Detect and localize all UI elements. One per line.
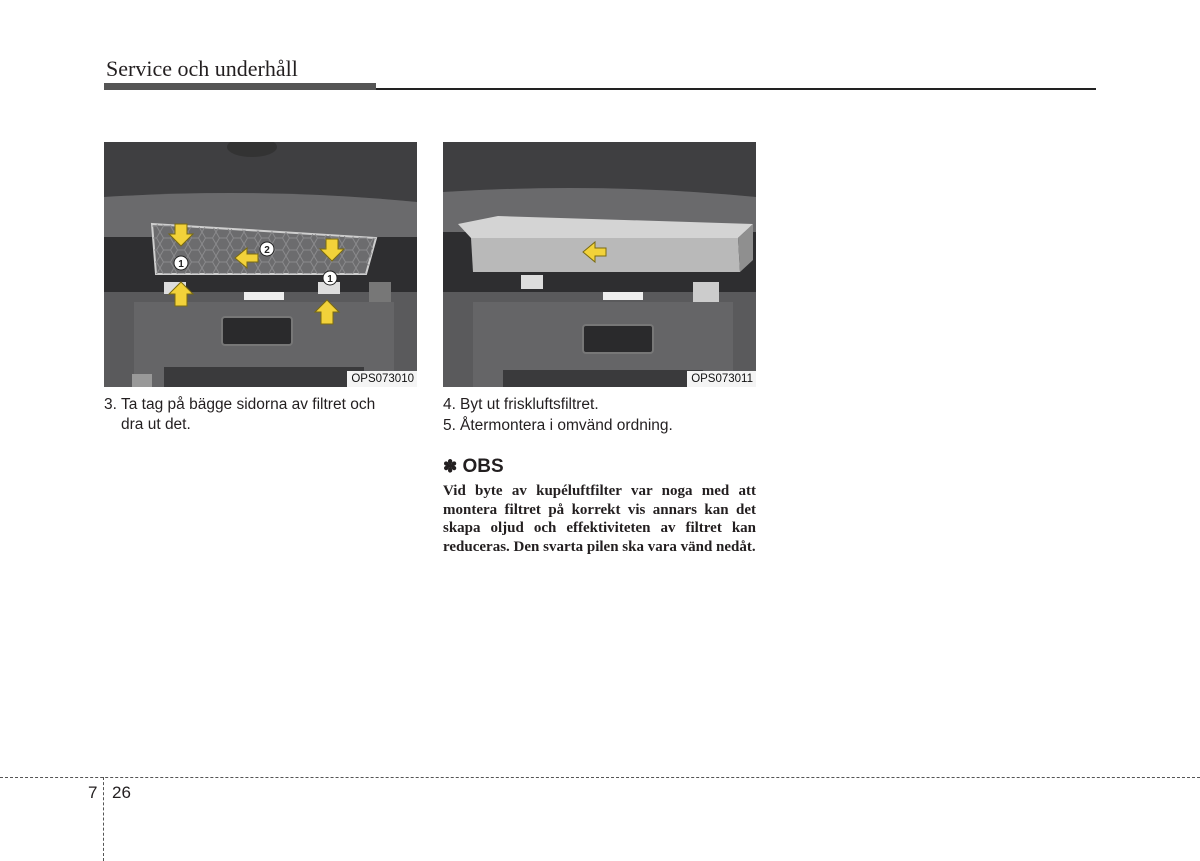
footer-divider: [103, 777, 104, 861]
note-heading: [443, 456, 504, 478]
note-title: OBS: [462, 456, 504, 477]
figure-illustration: [443, 142, 756, 387]
callout-2: 2: [264, 245, 270, 256]
figure-filter-removal: [443, 142, 756, 387]
step-3: [104, 395, 424, 435]
step-number: 3.: [104, 396, 117, 413]
note-body: Vid byte av kupéluftfilter var noga med att montera filtret på korrekt vis annars kan det skapa oljud och effektiviteten av filtret kan reduceras. Den svarta pilen ska vara vänd nedåt.: [443, 483, 756, 555]
figure-code-label: OPS073011: [687, 371, 756, 387]
step-4: [443, 395, 763, 415]
step-text: Byt ut friskluftsfiltret.: [460, 396, 599, 413]
callout-1-left: 1: [178, 259, 184, 270]
step-text-line1: Ta tag på bägge sidorna av filtret och: [121, 396, 376, 413]
step-text-line2: dra ut det.: [121, 416, 191, 433]
step-5: [443, 416, 763, 436]
header-rule-thick: [104, 83, 376, 90]
figure-glovebox-filter-cover: [104, 142, 417, 387]
footer-rule: [0, 777, 1200, 778]
step-number: 4.: [443, 396, 456, 413]
page-header-title: Service och underhåll: [106, 56, 298, 81]
callout-1-right: 1: [327, 274, 333, 285]
figure-code-label: OPS073010: [347, 371, 417, 387]
step-number: 5.: [443, 417, 456, 434]
figure-illustration: [104, 142, 417, 387]
page-number: 26: [112, 783, 131, 802]
step-text: Återmontera i omvänd ordning.: [460, 417, 673, 434]
page-chapter-number: 7: [88, 783, 98, 802]
note-symbol-icon: ✽: [443, 457, 458, 476]
header-rule-thin: [376, 88, 1096, 90]
